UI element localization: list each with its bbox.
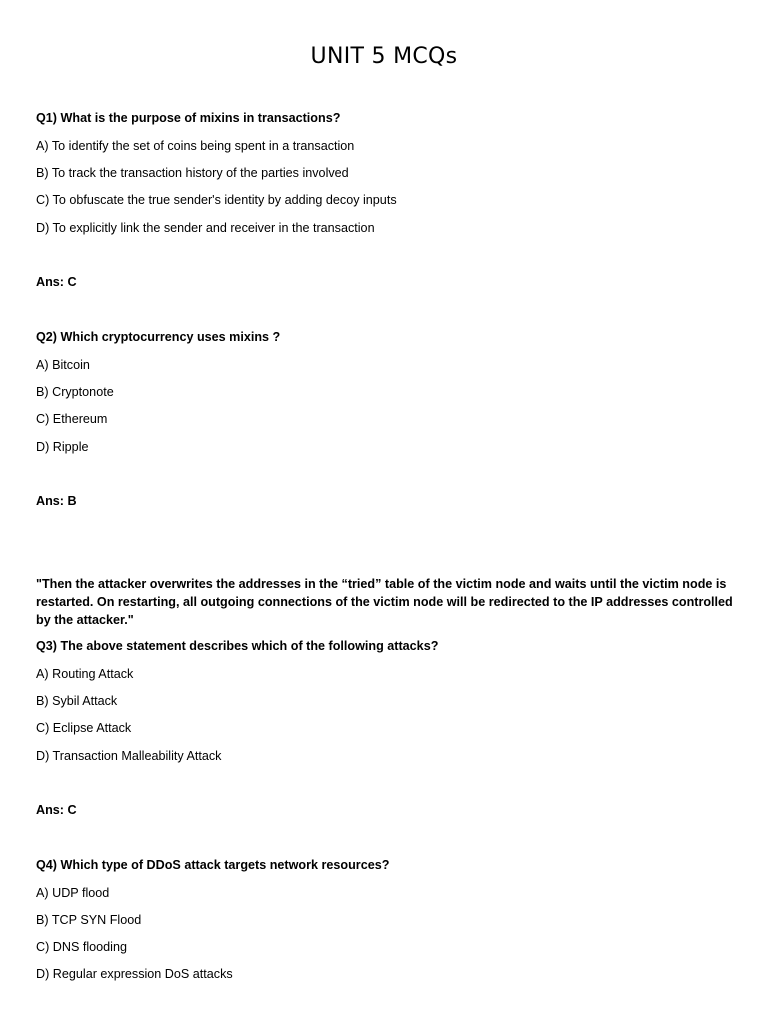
q1-option-a: A) To identify the set of coins being spent in a transaction (36, 139, 355, 153)
q3-statement: "Then the attacker overwrites the addresses in the “tried” table of the victim node and waits until the victim node is restarted. On restarting, all outgoing connections of the victim node will be redirected to the IP addresses controlled by the attacker." (36, 577, 733, 627)
q4-option-c: C) DNS flooding (36, 940, 127, 954)
q1-option-c: C) To obfuscate the true sender's identity by adding decoy inputs (36, 193, 397, 207)
q1-answer: Ans: C (36, 275, 77, 289)
q2-option-d: D) Ripple (36, 440, 89, 454)
q2-option-c: C) Ethereum (36, 412, 108, 426)
q4-option-d: D) Regular expression DoS attacks (36, 967, 233, 981)
q2-option-a: A) Bitcoin (36, 358, 90, 372)
q3-question: Q3) The above statement describes which of the following attacks? (36, 639, 439, 653)
q4-option-a: A) UDP flood (36, 886, 110, 900)
q1-option-d: D) To explicitly link the sender and receiver in the transaction (36, 221, 375, 235)
q3-answer: Ans: C (36, 803, 77, 817)
q1-option-b: B) To track the transaction history of the parties involved (36, 166, 349, 180)
q4-option-b: B) TCP SYN Flood (36, 913, 142, 927)
q2-option-b: B) Cryptonote (36, 385, 114, 399)
q2-question: Q2) Which cryptocurrency uses mixins ? (36, 330, 281, 344)
q3-option-a: A) Routing Attack (36, 667, 134, 681)
q3-option-c: C) Eclipse Attack (36, 721, 132, 735)
q4-question: Q4) Which type of DDoS attack targets network resources? (36, 858, 390, 872)
q3-option-b: B) Sybil Attack (36, 694, 118, 708)
q1-question: Q1) What is the purpose of mixins in transactions? (36, 111, 341, 125)
q3-option-d: D) Transaction Malleability Attack (36, 749, 222, 763)
page-title: UNIT 5 MCQs (310, 44, 458, 69)
q2-answer: Ans: B (36, 494, 77, 508)
